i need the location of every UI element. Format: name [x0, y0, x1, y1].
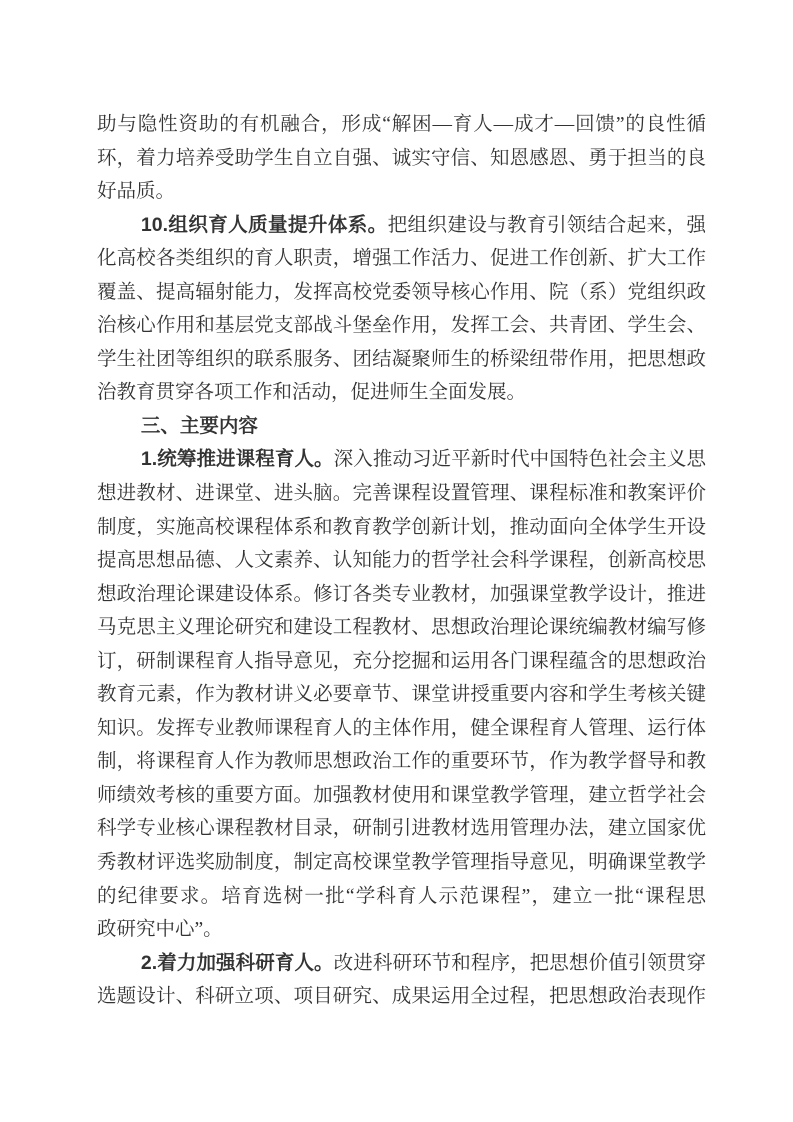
paragraph-course-education	[97, 443, 706, 946]
paragraph-lead-course: 1.统筹推进课程育人。	[140, 448, 334, 471]
text-line: 想进教材、进课堂、进头脑。完善课程设置管理、课程标准和教案评价	[97, 483, 706, 505]
text-line: 学生社团等组织的联系服务、团结凝聚师生的桥梁纽带作用，把思想政	[97, 348, 706, 370]
text-line: 覆盖、提高辐射能力，发挥高校党委领导核心作用、院（系）党组织政	[97, 281, 706, 303]
text-line: 制，将课程育人作为教师思想政治工作的重要环节，作为教学督导和教	[97, 751, 706, 773]
text-line	[97, 443, 706, 477]
text-line: 环，着力培养受助学生自立自强、诚实守信、知恩感恩、勇于担当的良	[97, 147, 706, 169]
text-line: 好品质。	[97, 181, 176, 203]
text-line: 知识。发挥专业教师课程育人的主体作用，健全课程育人管理、运行体	[97, 717, 706, 739]
text-line: 政研究中心”。	[97, 919, 223, 941]
text-line: 科学专业核心课程教材目录，研制引进教材选用管理办法，建立国家优	[97, 818, 706, 840]
text-line: 马克思主义理论研究和建设工程教材、思想政治理论课统编教材编写修	[97, 617, 706, 639]
text-line: 治核心作用和基层党支部战斗堡垒作用，发挥工会、共青团、学生会、	[97, 315, 706, 337]
text-line: 订，研制课程育人指导意见，充分挖掘和运用各门课程蕴含的思想政治	[97, 650, 706, 672]
text-line: 助与隐性资助的有机融合，形成“解困—育人—成才—回馈”的良性循	[97, 114, 706, 135]
text-line: 秀教材评选奖励制度，制定高校课堂教学管理指导意见，明确课堂教学	[97, 852, 706, 874]
text-line: 教育元素，作为教材讲义必要章节、课堂讲授重要内容和学生考核关键	[97, 684, 706, 706]
paragraph-research-education	[97, 947, 706, 1014]
paragraph-lead-rest: 改进科研环节和程序，把思想价值引领贯穿	[333, 952, 706, 974]
paragraph-lead-org: 10.组织育人质量提升体系。	[140, 213, 388, 236]
text-line	[97, 947, 706, 981]
paragraph-lead-research: 2.着力加强科研育人。	[140, 951, 334, 974]
text-line: 化高校各类组织的育人职责，增强工作活力、促进工作创新、扩大工作	[97, 248, 706, 270]
text-line	[97, 209, 706, 243]
text-line: 选题设计、科研立项、项目研究、成果运用全过程，把思想政治表现作	[97, 986, 706, 1008]
text-line: 提高思想品德、人文素养、认知能力的哲学社会科学课程，创新高校思	[97, 550, 706, 572]
paragraph-lead-rest: 把组织建设与教育引领结合起来，强	[387, 214, 706, 236]
section-heading: 三、主要内容	[140, 414, 258, 437]
section-main-content	[97, 410, 706, 444]
text-line: 制度，实施高校课程体系和教育教学创新计划，推动面向全体学生开设	[97, 516, 706, 538]
document-body	[97, 108, 706, 1014]
text-line: 的纪律要求。培育选树一批“学科育人示范课程”，建立一批“课程思	[97, 885, 706, 907]
text-line: 师绩效考核的重要方面。加强教材使用和课堂教学管理，建立哲学社会	[97, 784, 706, 806]
paragraph-lead-rest: 深入推动习近平新时代中国特色社会主义思	[333, 449, 706, 471]
text-line: 治教育贯穿各项工作和活动，促进师生全面发展。	[97, 382, 527, 404]
paragraph-funding-education	[97, 108, 706, 209]
paragraph-organization-education	[97, 209, 706, 410]
text-line: 想政治理论课建设体系。修订各类专业教材，加强课堂教学设计，推进	[97, 583, 706, 605]
